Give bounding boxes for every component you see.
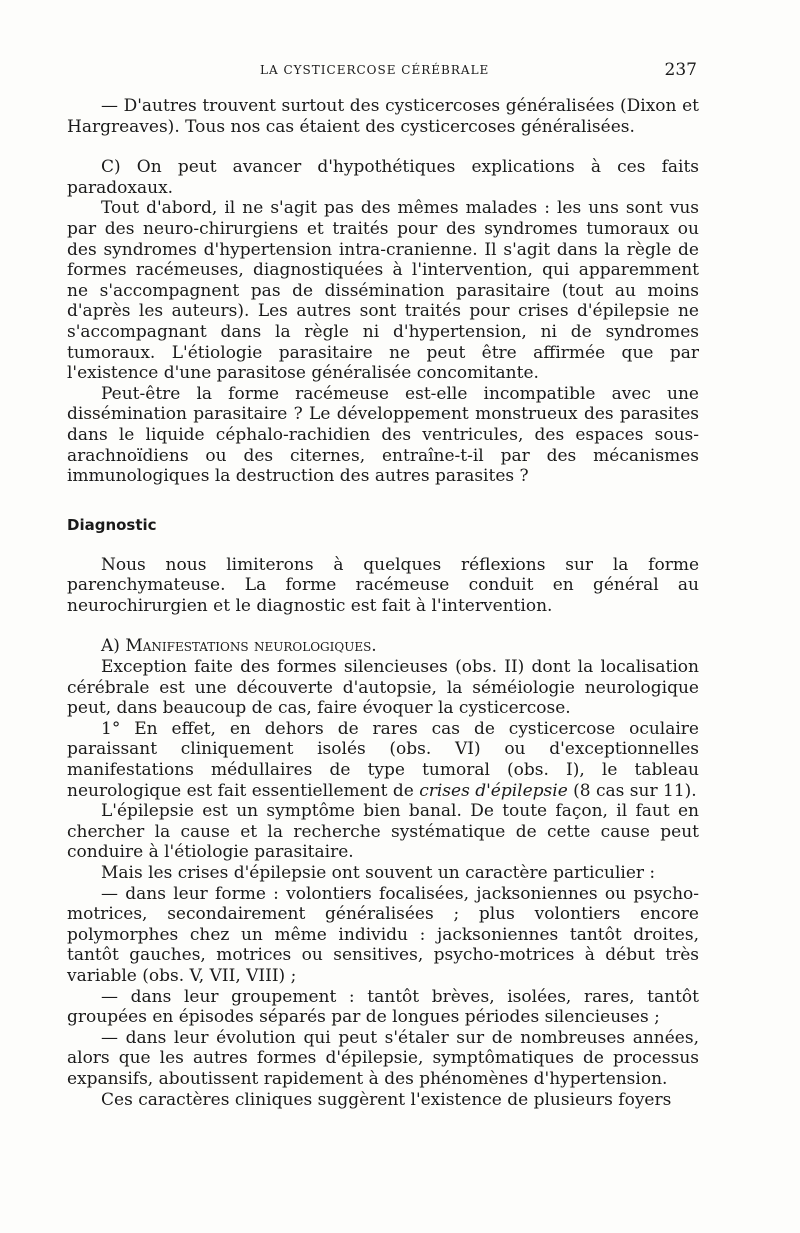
p7-text-a: 1° En effet, en dehors de rares cas de cysticercose oculaire paraissant cliniquement isolés (obs. VI) ou d'exceptionnelles manifestations médullaires de type tumoral (obs. I), le tableau neurologique est fait essentiellement de (67, 718, 699, 801)
list-item-groupement: — dans leur groupement : tantôt brèves, isolées, rares, tantôt groupées en épisodes séparés par de longues périodes silencieuses ; (67, 986, 699, 1028)
list-item-evolution: — dans leur évolution qui peut s'étaler sur de nombreuses années, alors que les autres formes d'épilepsie, symptômatiques de processus expansifs, aboutissent rapidement à des phénomènes d'hypertension. (67, 1027, 699, 1089)
paragraph-epilepsie (67, 719, 699, 801)
paragraph-foyers: Ces caractères cliniques suggèrent l'existence de plusieurs foyers (101, 1089, 672, 1110)
crises-epilepsie-emphasis: crises d'épilepsie (419, 780, 568, 801)
paragraph-racemeuse: Peut-être la forme racémeuse est-elle incompatible avec une dissémination parasitaire ? Le développement monstrueux des parasites dans le liquide céphalo-rachidien des ventricules, des espaces sous-arachnoïdiens ou des citernes, entraîne-t-il par des mécanismes immunologiques la destruction des autres parasites ? (67, 383, 699, 487)
page-number: 237 (664, 60, 697, 80)
paragraph-banal: L'épilepsie est un symptôme bien banal. De toute façon, il faut en chercher la cause et la recherche systématique de cette cause peut conduire à l'étiologie parasitaire. (67, 801, 699, 863)
list-item-forme: — dans leur forme : volontiers focalisées, jacksoniennes ou psycho-motrices, secondairement généralisées ; plus volontiers encore polymorphes chez un même individu : jacksoniennes tantôt droites, tantôt gauches, motrices ou sensitives, psycho-motrices à début très variable (obs. V, VII, VIII) ; (67, 883, 699, 986)
page-header (0, 60, 800, 84)
paragraph-dixon: — D'autres trouvent surtout des cysticercoses généralisées (Dixon et Hargreaves). Tous nos cas étaient des cysticercoses généralisées. (67, 96, 699, 137)
paragraph-exception: Exception faite des formes silencieuses (obs. II) dont la localisation cérébrale est une découverte d'autopsie, la séméiologie neurologique peut, dans beaucoup de cas, faire évoquer la cysticercose. (67, 657, 699, 719)
paragraph-parenchymateuse: Nous nous limiterons à quelques réflexions sur la forme parenchymateuse. La forme racémeuse conduit en général au neurochirurgien et le diagnostic est fait à l'intervention. (67, 554, 699, 616)
paragraph-explications: C) On peut avancer d'hypothétiques explications à ces faits paradoxaux. (67, 157, 699, 198)
page-body (67, 96, 699, 1110)
section-title: Diagnostic (67, 515, 157, 534)
p7-text-b: (8 cas sur 11). (567, 780, 697, 801)
paragraph-malades: Tout d'abord, il ne s'agit pas des mêmes malades : les uns sont vus par des neuro-chirurgiens et traités pour des syndromes tumoraux ou des syndromes d'hypertension intra-cranienne. Il s'agit dans la règle de formes racémeuses, diagnostiquées à l'intervention, qui apparemment ne s'accompagnent pas de dissémination parasitaire (tout au moins d'après les auteurs). Les autres sont traités pour crises d'épilepsie ne s'accompagnant dans la règle ni d'hypertension, ni de syndromes tumoraux. L'étiologie parasitaire ne peut être affirmée que par l'existence d'une parasitose généralisée concomitante. (67, 198, 699, 384)
running-head: LA CYSTICERCOSE CÉRÉBRALE (260, 63, 490, 77)
subheading-manifestations: A) Manifestations neurologiques. (101, 636, 377, 657)
paragraph-caractere: Mais les crises d'épilepsie ont souvent un caractère particulier : (101, 863, 656, 883)
